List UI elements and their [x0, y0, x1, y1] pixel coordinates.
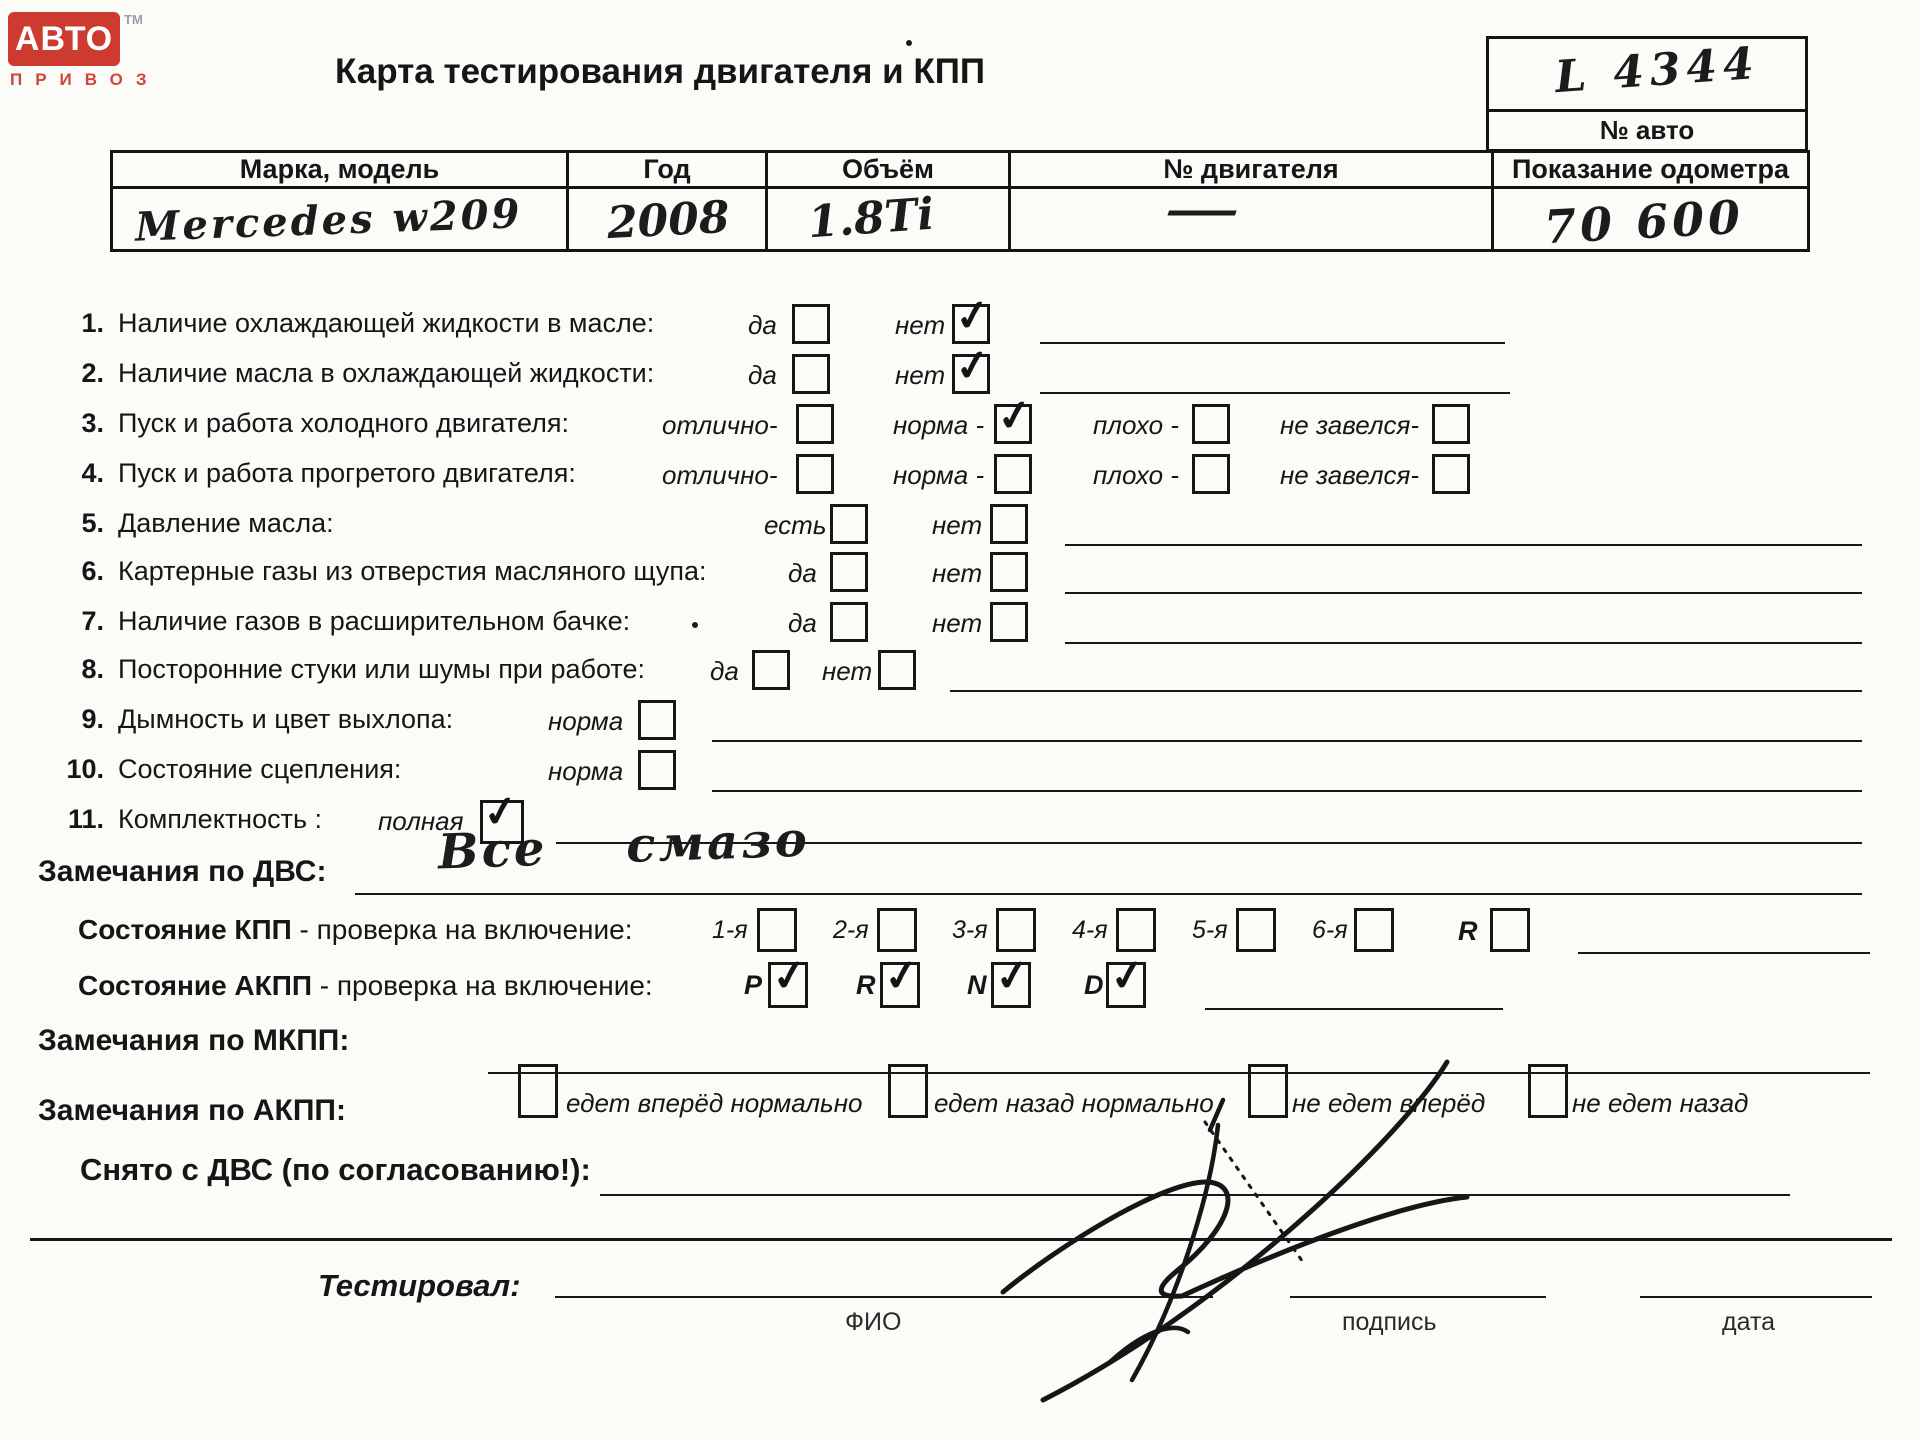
write-in-line: [1040, 392, 1510, 394]
checklist-item-7: [0, 606, 1920, 656]
label-no-back: не едет назад: [1572, 1088, 1749, 1118]
checkbox-no[interactable]: [990, 602, 1028, 642]
option-label-no: нет: [932, 510, 983, 540]
option-label-no: нет: [895, 310, 946, 340]
cell-year: [566, 189, 765, 249]
write-in-line: [1578, 952, 1870, 954]
checkbox-gear-4[interactable]: [1116, 908, 1156, 952]
label-drives-back-ok: едет назад нормально: [934, 1088, 1214, 1118]
cell-brand: [113, 189, 566, 249]
checklist-item-5: [0, 508, 1920, 558]
kpp-label: [78, 914, 632, 946]
fio-caption: ФИО: [845, 1308, 902, 1336]
signature-scribble: [960, 1030, 1480, 1410]
gear-label-5: 5-я: [1192, 916, 1228, 944]
akpp-label-rest: - проверка на включение:: [311, 970, 653, 1001]
checkbox-gear-6[interactable]: [1354, 908, 1394, 952]
dvs-remarks-label: Замечания по ДВС:: [38, 855, 327, 888]
checkbox-gear-d[interactable]: [1106, 962, 1146, 1008]
section-separator-line: [30, 1238, 1892, 1241]
checkbox-gear-2[interactable]: [877, 908, 917, 952]
checklist-item-4: [0, 458, 1920, 508]
checkbox-yes[interactable]: [792, 354, 830, 394]
option-label-norm: норма -: [893, 410, 985, 440]
option-label-norm: норма -: [893, 460, 985, 490]
checkbox-norm[interactable]: [638, 750, 676, 790]
item-number: 11.: [67, 804, 104, 834]
brand-handwritten: Mercedes w209: [134, 190, 524, 251]
gear-label-6: 6-я: [1312, 916, 1348, 944]
header-brand: Марка, модель: [113, 153, 566, 189]
gear-label-1: 1-я: [712, 916, 748, 944]
checkbox-gear-5[interactable]: [1236, 908, 1276, 952]
item-label: Пуск и работа прогретого двигателя:: [118, 458, 576, 488]
kpp-label-rest: - проверка на включение:: [291, 914, 633, 945]
year-handwritten: 2008: [605, 191, 731, 250]
checkbox-excellent[interactable]: [796, 454, 834, 494]
checkbox-no-forward[interactable]: [1248, 1064, 1288, 1118]
logo-brand-text: АВТО: [14, 19, 114, 58]
page-title: Карта тестирования двигателя и КПП: [334, 52, 986, 91]
odometer-handwritten: 70 600: [1542, 189, 1746, 255]
write-in-line: [1065, 544, 1862, 546]
auto-number-handwritten: L 4344: [1553, 37, 1762, 104]
checkbox-present[interactable]: [830, 504, 868, 544]
option-label-present: есть: [764, 510, 827, 540]
item-number: 2.: [81, 358, 104, 388]
item-label: Давление масла:: [118, 508, 334, 538]
item-number: 7.: [81, 606, 104, 636]
cell-engine-no: [1008, 185, 1491, 249]
option-label-yes: да: [788, 608, 817, 638]
gear-label-n: N: [967, 970, 987, 1000]
option-label-no: нет: [932, 558, 983, 588]
checkbox-excellent[interactable]: [796, 404, 834, 444]
date-line: [1640, 1296, 1872, 1298]
checkbox-bad[interactable]: [1192, 454, 1230, 494]
dvs-remarks-line: [355, 893, 1862, 895]
checkbox-drives-forward-ok[interactable]: [518, 1064, 558, 1118]
checkbox-no[interactable]: [878, 650, 916, 690]
checklist-item-3: [0, 408, 1920, 458]
cell-odometer: [1491, 189, 1807, 255]
engine-no-handwritten: —: [1164, 185, 1240, 234]
option-label-yes: да: [748, 310, 777, 340]
tested-by-label: Тестировал:: [318, 1268, 521, 1303]
option-label-yes: да: [710, 656, 739, 686]
kpp-check-row: [0, 910, 1920, 960]
item-number: 8.: [81, 654, 104, 684]
checklist-item-10: [0, 754, 1920, 804]
gear-label-2: 2-я: [833, 916, 869, 944]
header-year: Год: [566, 153, 765, 189]
trademark-symbol: ТМ: [124, 12, 143, 27]
checkbox-yes[interactable]: [792, 304, 830, 344]
checkbox-gear-p[interactable]: [768, 962, 808, 1008]
kpp-label-bold: Состояние КПП: [78, 914, 292, 945]
ink-speck: [692, 622, 698, 628]
gear-label-d: D: [1084, 970, 1104, 1000]
option-label-bad: плохо -: [1093, 460, 1179, 490]
gear-label-r: R: [1458, 916, 1478, 946]
removed-label: Снято с ДВС (по согласованию!):: [80, 1152, 591, 1187]
item-number: 10.: [66, 754, 104, 784]
logo-subtitle: ПРИВОЗ: [10, 70, 160, 89]
checkbox-norm[interactable]: [994, 404, 1032, 444]
checklist-item-11: [0, 804, 1920, 854]
option-label-yes: да: [748, 360, 777, 390]
option-label-no: нет: [895, 360, 946, 390]
write-in-line: [1065, 642, 1862, 644]
ink-speck: [906, 40, 912, 46]
auto-number-label: № авто: [1489, 109, 1805, 149]
item-label: Наличие масла в охлаждающей жидкости:: [118, 358, 655, 388]
checkbox-gear-1[interactable]: [757, 908, 797, 952]
checklist-item-6: [0, 556, 1920, 606]
checklist-item-8: [0, 654, 1920, 704]
mkpp-remarks-line: [488, 1072, 1870, 1074]
option-label-excellent: отлично-: [662, 460, 778, 490]
vehicle-info-table: [110, 150, 1810, 255]
akpp-label: [78, 970, 653, 1002]
checkbox-no[interactable]: [990, 504, 1028, 544]
item-number: 6.: [81, 556, 104, 586]
write-in-line: [712, 790, 1862, 792]
checkbox-yes[interactable]: [752, 650, 790, 690]
option-label-yes: да: [788, 558, 817, 588]
write-in-line: [712, 740, 1862, 742]
checkbox-yes[interactable]: [830, 552, 868, 592]
checkbox-gear-n[interactable]: [991, 962, 1031, 1008]
item-number: 1.: [81, 308, 104, 338]
gear-label-4: 4-я: [1072, 916, 1108, 944]
item-label: Пуск и работа холодного двигателя:: [118, 408, 569, 438]
akpp-check-row: [0, 964, 1920, 1014]
option-label-excellent: отлично-: [662, 410, 778, 440]
checklist-item-9: [0, 704, 1920, 754]
item-number: 3.: [81, 408, 104, 438]
item-label: Наличие охлаждающей жидкости в масле:: [118, 308, 655, 338]
option-label-no: нет: [822, 656, 873, 686]
item-number: 5.: [81, 508, 104, 538]
checklist-item-2: [0, 358, 1920, 408]
option-label-no-start: не завелся-: [1280, 460, 1420, 490]
option-label-no: нет: [932, 608, 983, 638]
header-engine-no: № двигателя: [1008, 153, 1491, 189]
mkpp-remarks-label: Замечания по МКПП:: [38, 1024, 350, 1057]
label-no-forward: не едет вперёд: [1292, 1088, 1486, 1118]
checkbox-norm[interactable]: [994, 454, 1032, 494]
gear-label-p: P: [744, 970, 763, 1000]
checkbox-bad[interactable]: [1192, 404, 1230, 444]
checkbox-no-start[interactable]: [1432, 454, 1470, 494]
option-label-norm: норма: [548, 706, 624, 736]
checkbox-yes[interactable]: [830, 602, 868, 642]
label-drives-forward-ok: едет вперёд нормально: [566, 1088, 863, 1118]
option-label-full: полная: [378, 806, 464, 836]
akpp-label-bold: Состояние АКПП: [78, 970, 312, 1001]
item-number: 4.: [81, 458, 104, 488]
gear-label-r: R: [856, 970, 876, 1000]
write-in-line: [1065, 592, 1862, 594]
write-in-line: [950, 690, 1862, 692]
header-odometer: Показание одометра: [1491, 153, 1807, 189]
checkbox-gear-r[interactable]: [880, 962, 920, 1008]
write-in-line: [1205, 1008, 1503, 1010]
item-label: Картерные газы из отверстия масляного щупа:: [118, 556, 707, 586]
avto-privoz-logo: [8, 12, 120, 66]
item-number: 9.: [81, 704, 104, 734]
write-in-line: [1040, 342, 1505, 344]
fio-line: [555, 1296, 1213, 1298]
checkbox-gear-3[interactable]: [996, 908, 1036, 952]
volume-handwritten: 1.8Ti: [806, 188, 936, 249]
header-volume: Объём: [765, 153, 1008, 189]
checkbox-no[interactable]: [990, 552, 1028, 592]
item-label: Состояние сцепления:: [118, 754, 402, 784]
akpp-remarks-label: Замечания по АКПП:: [38, 1094, 346, 1127]
dvs-remarks-handwritten: Все смазо: [437, 811, 811, 881]
option-label-no-start: не завелся-: [1280, 410, 1420, 440]
item-label: Наличие газов в расширительном бачке:: [118, 606, 631, 636]
signature-caption: подпись: [1342, 1308, 1437, 1336]
checkbox-norm[interactable]: [638, 700, 676, 740]
checkbox-gear-r[interactable]: [1490, 908, 1530, 952]
item-label: Посторонние стуки или шумы при работе:: [118, 654, 645, 684]
checkbox-no-start[interactable]: [1432, 404, 1470, 444]
gear-label-3: 3-я: [952, 916, 988, 944]
item-label: Дымность и цвет выхлопа:: [118, 704, 454, 734]
date-caption: дата: [1722, 1308, 1776, 1336]
option-label-norm: норма: [548, 756, 624, 786]
checkbox-no[interactable]: [952, 354, 990, 394]
cell-volume: [765, 189, 1008, 249]
option-label-bad: плохо -: [1093, 410, 1179, 440]
checkbox-drives-back-ok[interactable]: [888, 1064, 928, 1118]
checkbox-no-back[interactable]: [1528, 1064, 1568, 1118]
item-label: Комплектность :: [118, 804, 323, 834]
removed-line: [600, 1194, 1790, 1196]
auto-number-box: [1486, 36, 1808, 152]
signature-line: [1290, 1296, 1546, 1298]
